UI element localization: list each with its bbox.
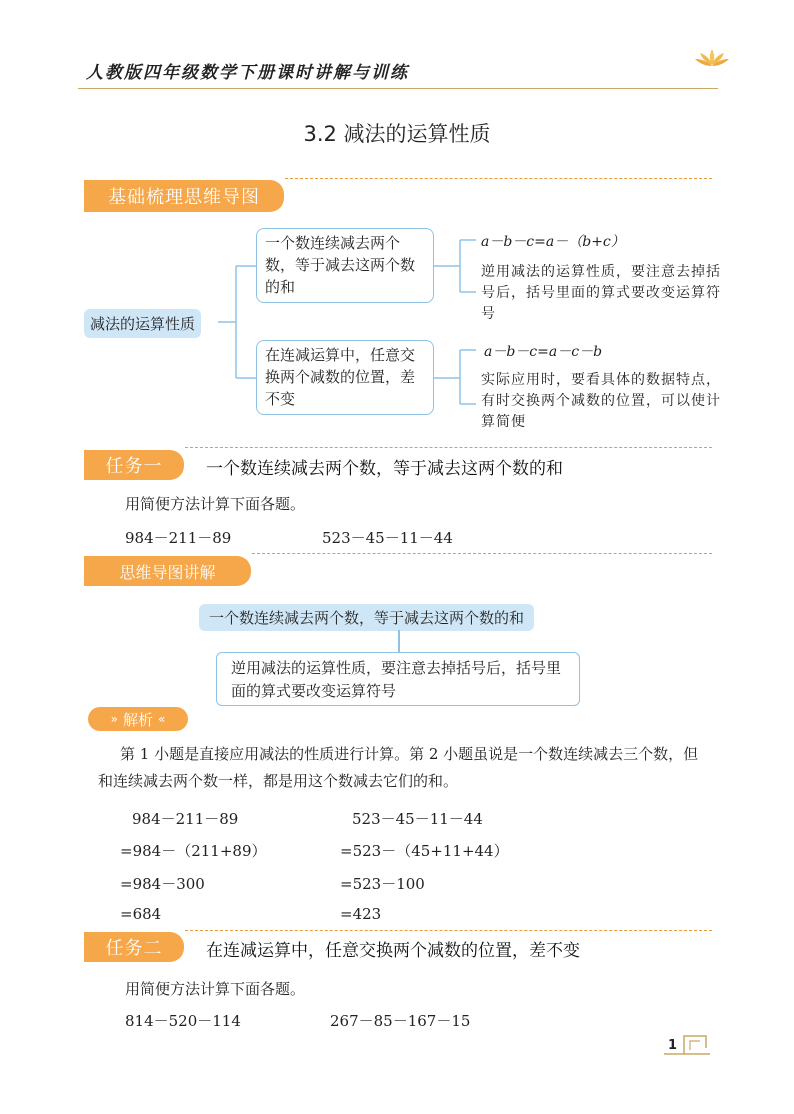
task2-heading: 在连减运算中，任意交换两个减数的位置，差不变 bbox=[206, 941, 580, 961]
right-step-1: 523－45－11－44 bbox=[352, 810, 483, 828]
right-step-2: =523－（45+11+44） bbox=[340, 842, 509, 860]
task2-divider bbox=[185, 930, 712, 931]
page-title: 3.2 减法的运算性质 bbox=[303, 122, 491, 146]
section2-tab: 思维导图讲解 bbox=[84, 556, 251, 586]
analysis-badge bbox=[88, 707, 188, 731]
left-step-1: 984－211－89 bbox=[132, 810, 239, 828]
mindmap-branch-1: 一个数连续减去两个数，等于减去这两个数的和 bbox=[256, 228, 434, 303]
double-chevron-right-icon: » bbox=[110, 712, 118, 726]
analysis-badge-label: 解析 bbox=[122, 710, 153, 729]
mindmap2-box: 逆用减法的运算性质，要注意去掉括号后，括号里面的算式要改变运算符号 bbox=[216, 652, 580, 706]
task1-problem-1: 984－211－89 bbox=[125, 529, 232, 547]
task1-problem-2: 523－45－11－44 bbox=[322, 529, 453, 547]
left-step-3: =984－300 bbox=[120, 875, 205, 893]
task1-instruction: 用简便方法计算下面各题。 bbox=[125, 495, 306, 513]
task2-problem-2: 267－85－167－15 bbox=[330, 1012, 471, 1030]
left-step-4: =684 bbox=[120, 905, 162, 923]
task1-divider bbox=[185, 447, 712, 448]
page-number: 1 bbox=[668, 1038, 678, 1053]
mindmap2-top: 一个数连续减去两个数，等于减去这两个数的和 bbox=[199, 604, 534, 631]
mindmap2-connector bbox=[398, 630, 400, 652]
task2-instruction: 用简便方法计算下面各题。 bbox=[125, 980, 306, 998]
note-2: 实际应用时，要看具体的数据特点，有时交换两个减数的位置，可以使计算简便 bbox=[481, 372, 721, 430]
section-tab-mindmap: 基础梳理思维导图 bbox=[84, 180, 284, 212]
left-step-2: =984－（211+89） bbox=[120, 842, 267, 860]
double-chevron-left-icon: « bbox=[158, 712, 166, 726]
page-corner-decoration bbox=[662, 1032, 712, 1056]
task1-heading: 一个数连续减去两个数，等于减去这两个数的和 bbox=[206, 459, 563, 479]
right-step-4: =423 bbox=[340, 905, 382, 923]
task2-problem-1: 814－520－114 bbox=[125, 1012, 241, 1030]
formula-2: a－b－c=a－c－b bbox=[484, 344, 603, 360]
task2-tab: 任务二 bbox=[84, 932, 184, 962]
analysis-text: 第 1 小题是直接应用减法的性质进行计算。第 2 小题虽说是一个数连续减去三个数，但和连续减去两个数一样，都是用这个数减去它们的和。 bbox=[98, 745, 699, 790]
formula-1: a－b－c=a－（b+c） bbox=[481, 234, 625, 250]
right-step-3: =523－100 bbox=[340, 875, 425, 893]
book-title: 人教版四年级数学下册课时讲解与训练 bbox=[86, 63, 409, 83]
mindmap-root: 减法的运算性质 bbox=[84, 309, 201, 338]
mindmap-branch-2: 在连减运算中，任意交换两个减数的位置，差不变 bbox=[256, 340, 434, 415]
note-1: 逆用减法的运算性质，要注意去掉括号后，括号里面的算式要改变运算符号 bbox=[481, 264, 721, 322]
section2-divider bbox=[252, 553, 712, 554]
task1-tab: 任务一 bbox=[84, 450, 184, 480]
